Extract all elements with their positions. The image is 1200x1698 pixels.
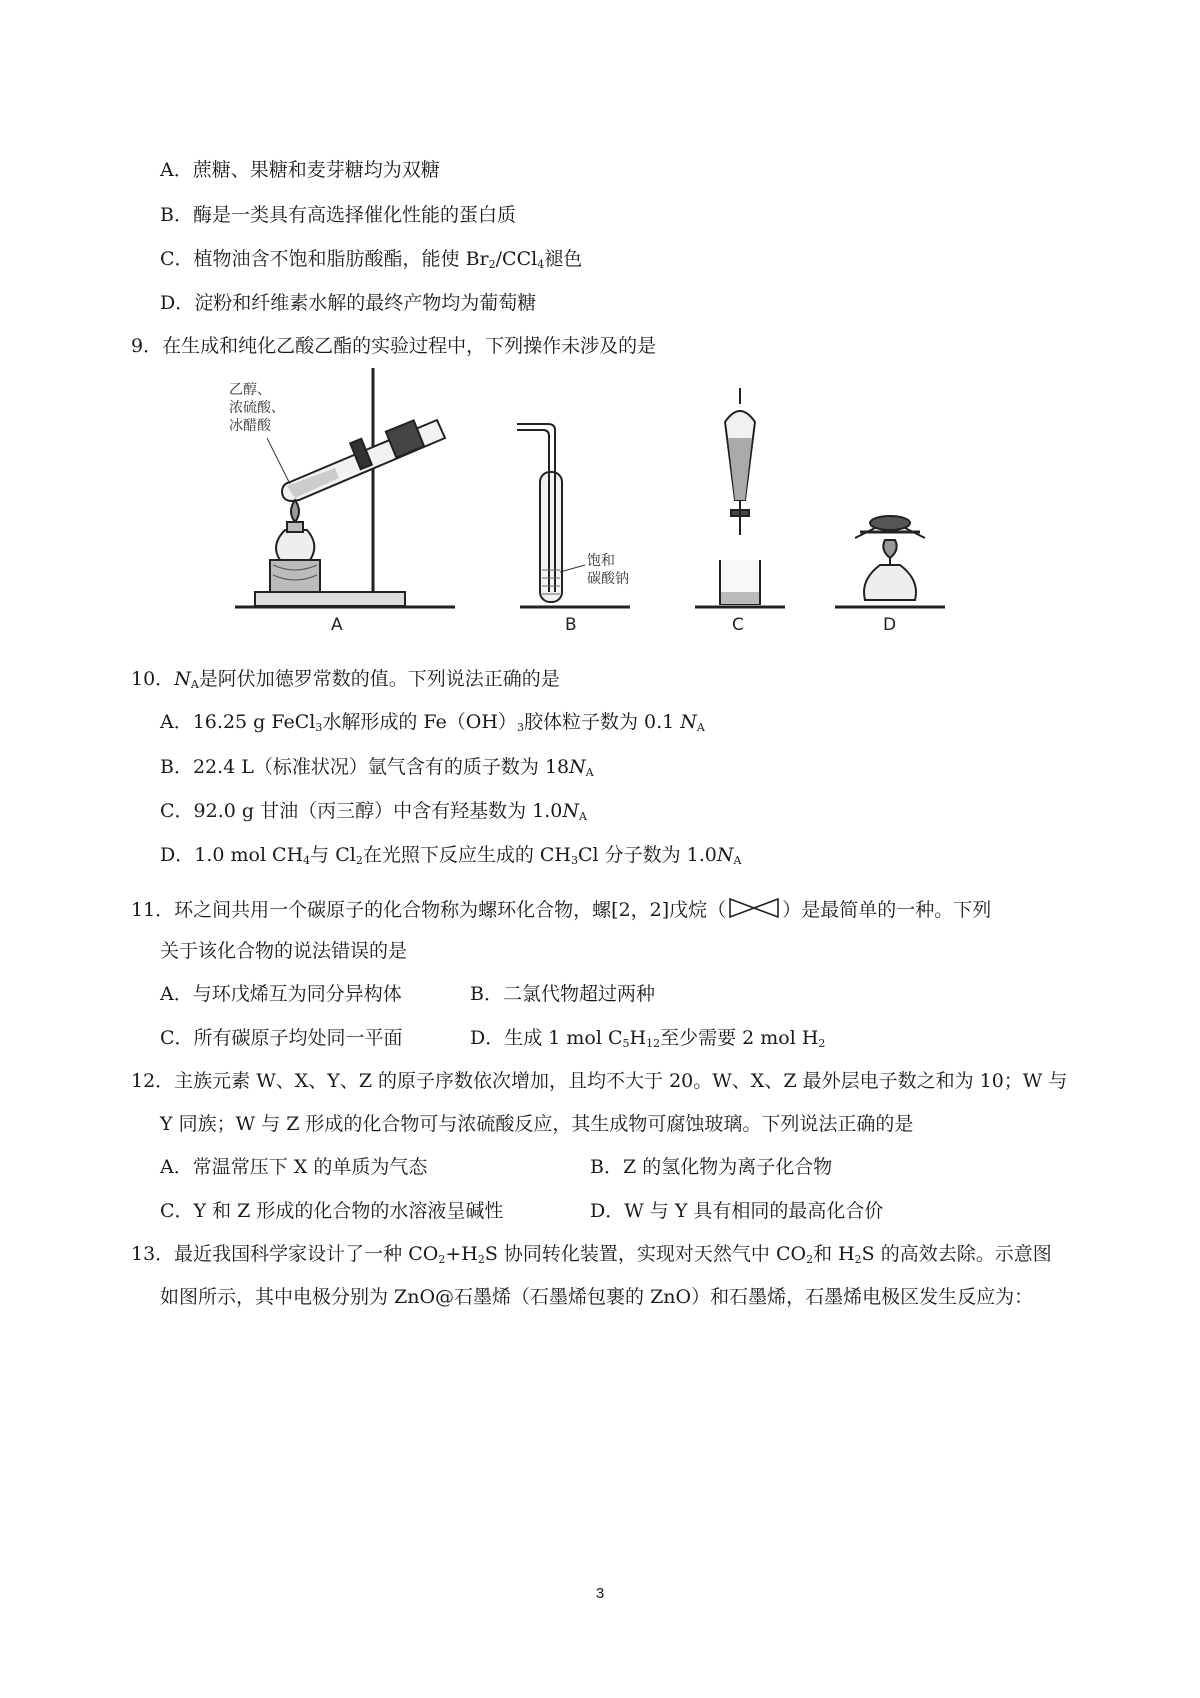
q10-option-b: B．22.4 L（标准状况）氩气含有的质子数为 $18N_A$ [160, 756, 594, 779]
figa-label-line2: 浓硫酸、 [229, 400, 285, 416]
q12-option-c: C．Y 和 Z 形成的化合物的水溶液呈碱性 [160, 1200, 504, 1222]
figb-label-line2: 碳酸钠 [587, 571, 629, 587]
q12-stem-line2: Y 同族；W 与 Z 形成的化合物可与浓硫酸反应，其生成物可腐蚀玻璃。下列说法正确的是 [160, 1113, 914, 1135]
q11-option-b: B．二氯代物超过两种 [470, 983, 655, 1005]
q8-option-d: D．淀粉和纤维素水解的最终产物均为葡萄糖 [160, 292, 537, 314]
apparatus-d [835, 516, 945, 607]
fig-label-c: C [732, 615, 744, 635]
spiropentane-structure-icon [726, 895, 782, 921]
q8-option-a: A．蔗糖、果糖和麦芽糖均为双糖 [160, 159, 440, 181]
q13-stem-line2: 如图所示，其中电极分别为 ZnO@石墨烯（石墨烯包裹的 ZnO）和石墨烯，石墨烯电极区发生反应为： [160, 1286, 1034, 1308]
figa-label-line1: 乙醇、 [229, 382, 271, 398]
figa-label-line3: 冰醋酸 [229, 418, 271, 434]
q11-option-a: A．与环戊烯互为同分异构体 [160, 983, 402, 1005]
q11-option-c: C．所有碳原子均处同一平面 [160, 1027, 403, 1049]
fig-label-b: B [565, 615, 577, 635]
q9-apparatus-figure [215, 360, 1015, 635]
q10-stem: 10．$N_A$是阿伏加德罗常数的值。下列说法正确的是 [131, 668, 560, 691]
q13-stem-line1: 13．最近我国科学家设计了一种 $CO_2+H_2S$ 协同转化装置，实现对天然气中 $CO_2$和 $H_2S$ 的高效去除。示意图 [131, 1243, 1052, 1266]
fig-label-a: A [331, 615, 343, 635]
q10-option-c: C．92.0 g 甘油（丙三醇）中含有羟基数为 $1.0N_A$ [160, 800, 587, 823]
q9-stem: 9．在生成和纯化乙酸乙酯的实验过程中，下列操作未涉及的是 [131, 335, 657, 357]
q11-option-d: D．生成 1 mol $C_5H_{12}$至少需要 2 mol $H_2$ [470, 1027, 826, 1050]
q12-stem-line1: 12．主族元素 W、X、Y、Z 的原子序数依次增加，且均不大于 20。W、X、Z 最外层电子数之和为 10；W 与 [131, 1070, 1068, 1092]
q11-stem-line2: 关于该化合物的说法错误的是 [160, 940, 408, 962]
q10-option-a: A．16.25 g FeCl$_3$水解形成的 $Fe(OH)_3$胶体粒子数为 0.1 $N_A$ [160, 711, 705, 734]
q12-option-b: B．Z 的氢化物为离子化合物 [590, 1156, 833, 1178]
q12-option-a: A．常温常压下 X 的单质为气态 [160, 1156, 428, 1178]
apparatus-c [695, 388, 785, 607]
figb-label-line1: 饱和 [587, 553, 615, 569]
q12-option-d: D．W 与 Y 具有相同的最高化合价 [590, 1200, 884, 1222]
q8-option-c: C．植物油含不饱和脂肪酸酯，能使 $Br_2/CCl_4$褪色 [160, 248, 583, 271]
q10-option-d: D．1.0 mol $CH_4$与 $Cl_2$在光照下反应生成的 $CH_3Cl$ 分子数为 $1.0N_A$ [160, 844, 742, 867]
page-number: 3 [595, 1585, 605, 1602]
q8-option-b: B．酶是一类具有高选择催化性能的蛋白质 [160, 204, 516, 226]
fig-label-d: D [883, 615, 897, 635]
q11-stem-line1: 11．环之间共用一个碳原子的化合物称为螺环化合物，螺[2，2]戊烷（ ）是最简单的一种。下列 [131, 895, 991, 923]
